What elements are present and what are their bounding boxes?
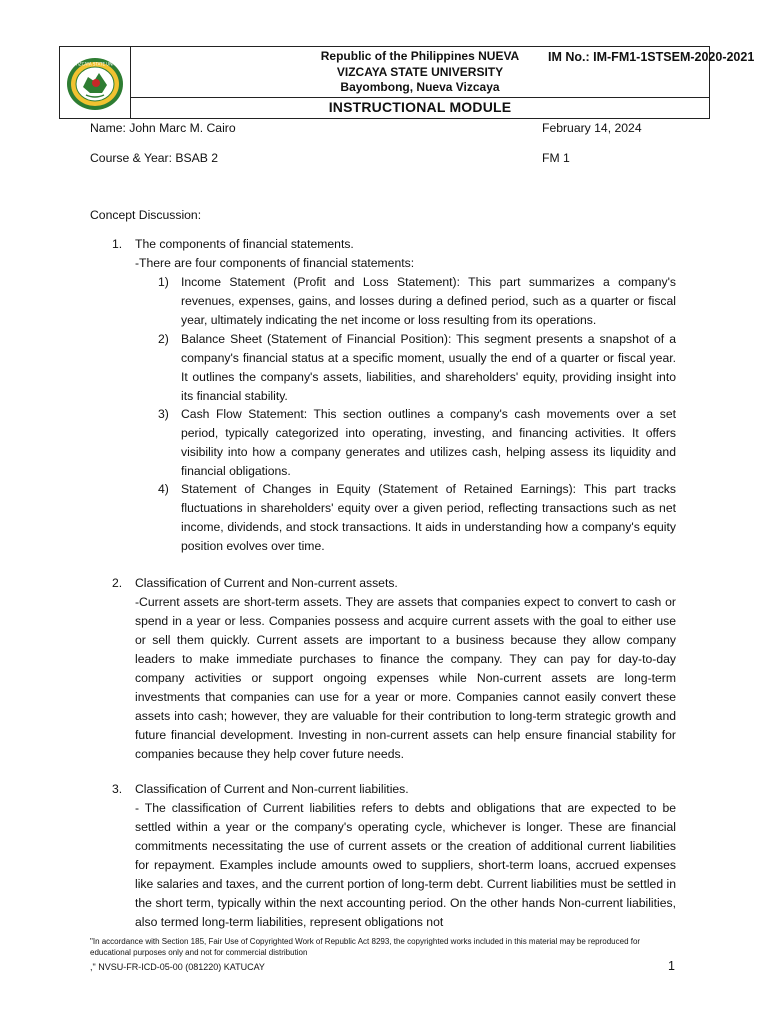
header-divider [131, 97, 709, 98]
im-number: IM No.: IM-FM1-1STSEM-2020-2021 [548, 50, 755, 64]
page-number: 1 [668, 959, 675, 973]
section-3-number: 3. [112, 782, 123, 796]
course-year: Course & Year: BSAB 2 [90, 151, 219, 165]
section-3-body: - The classification of Current liabilities refers to debts and obligations that are expected to be settled within a year or the company's operating cycle, whichever is longer. These are financial commitments necessitating the use of current assets or the creation of additional current liabilities for repayment. Examples include amounts owed to suppliers, short-term loans, accrued expenses like salaries and taxes, and the current portion of long-term debt. Current liabilities must be settled in the short term, typically within the next accounting period. On the other hands Non-current liabilities, also termed long-term liabilities, represent obligations not [135, 801, 676, 929]
university-line-1: Republic of the Philippines NUEVA [320, 49, 520, 63]
concept-heading: Concept Discussion: [90, 208, 202, 222]
svg-text:NUEVA VIZCAYA STATE UNIVERSITY: NUEVA VIZCAYA STATE UNIVERSITY [59, 61, 131, 67]
list-item-number: 2) [158, 332, 169, 346]
copyright-notice: "In accordance with Section 185, Fair Use of Copyrighted Work of Republic Act 8293, the copyrighted works included in this material may be reproduced for educational purposes only and not for commercial distribution [90, 937, 641, 957]
logo-cell [60, 47, 131, 118]
section-1-number: 1. [112, 237, 123, 251]
university-line-2: VIZCAYA STATE UNIVERSITY [336, 64, 504, 79]
header-box [59, 46, 755, 119]
module-title: INSTRUCTIONAL MODULE [328, 99, 512, 115]
form-code: ," NVSU-FR-ICD-05-00 (081220) KATUCAY [90, 962, 265, 972]
subject-code: FM 1 [542, 151, 570, 165]
university-line-3: Bayombong, Nueva Vizcaya [340, 80, 500, 94]
section-2-title: Classification of Current and Non-current assets. [135, 576, 398, 590]
list-item-cash-flow: Cash Flow Statement: This section outlines a company's cash movements over a set period, typically categorized into operating, investing, and financing activities. It offers visibility into how a company generates and utilizes cash, helping assess its liquidity and financial obligations. [181, 407, 676, 478]
student-name: Name: John Marc M. Cairo [90, 121, 236, 135]
university-name [310, 49, 530, 96]
section-1-intro: -There are four components of financial statements: [135, 256, 415, 270]
section-2-number: 2. [112, 576, 123, 590]
list-item-number: 4) [158, 482, 169, 496]
list-item-number: 1) [158, 275, 169, 289]
section-1-title: The components of financial statements. [135, 237, 354, 251]
section-3-title: Classification of Current and Non-current liabilities. [135, 782, 409, 796]
section-2-body: -Current assets are short-term assets. They are assets that companies expect to convert to cash or spend in a year or less. Companies possess and acquire current assets with the goal to either use or sell them quickly. Current assets are important to a business because they allow company leaders to make immediate purchases to finance the company. They can pay for day-to-day company activities or support ongoing expenses while Non-current assets are long-term investments that companies can use for a year or more. Companies cannot easily convert these assets into cash; however, they are valuable for their contribution to long-term strategic growth and future financial development. Investing in non-current assets can help ensure financial stability for companies because they help cover future needs. [135, 595, 676, 761]
date: February 14, 2024 [542, 121, 642, 135]
list-item-balance-sheet: Balance Sheet (Statement of Financial Position): This segment presents a snapshot of a company's financial status at a specific moment, usually the end of a quarter or fiscal year. It outlines the company's assets, liabilities, and shareholders' equity, providing insight into its financial stability. [181, 332, 676, 403]
list-item-income-statement: Income Statement (Profit and Loss Statement): This part summarizes a company's revenues, expenses, gains, and losses during a defined period, such as a quarter or fiscal year, ultimately indicating the net income or loss resulting from its operations. [181, 275, 676, 327]
list-item-changes-in-equity: Statement of Changes in Equity (Statement of Retained Earnings): This part tracks fluctuations in shareholders' equity over a given period, reflecting transactions such as net income, dividends, and stock transactions. It aids in understanding how a company's equity position evolves over time. [181, 482, 676, 553]
list-item-number: 3) [158, 407, 169, 421]
university-seal-icon [59, 57, 131, 111]
